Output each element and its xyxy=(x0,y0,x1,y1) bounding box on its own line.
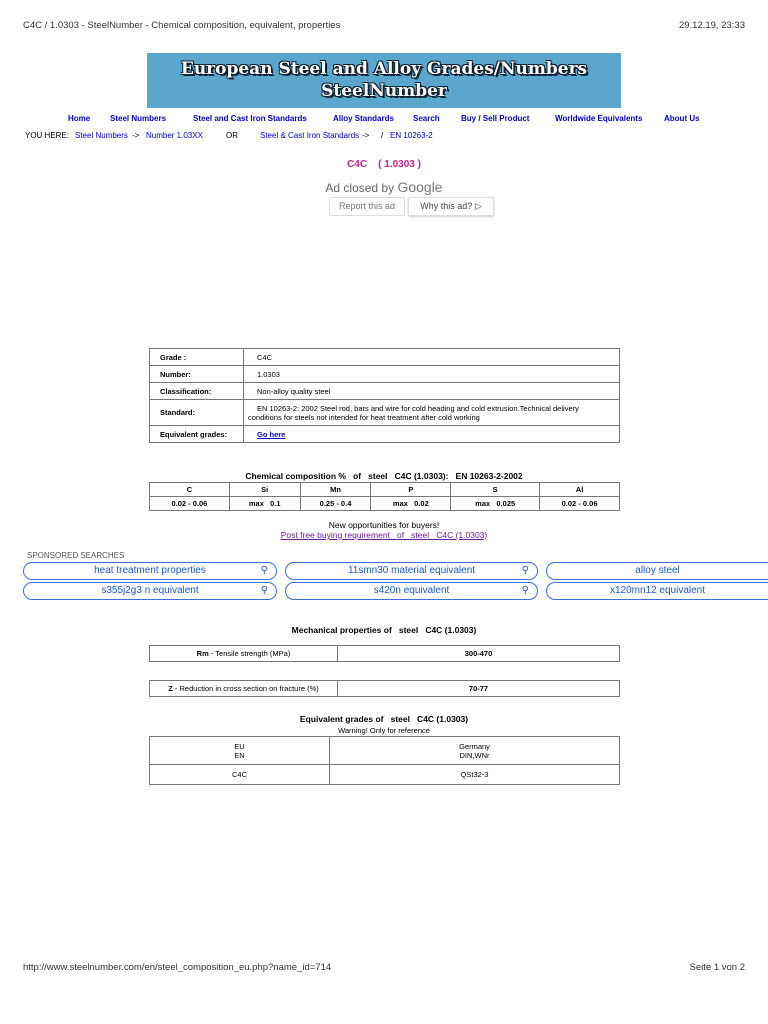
grade-title: C4C ( 1.0303 ) xyxy=(347,159,421,170)
sponsored-search-label: s355j2g3 n equivalent xyxy=(101,585,199,596)
z-description: - Reduction in cross section on fracture (%) xyxy=(172,684,319,693)
standard-label: Standard: xyxy=(150,400,244,426)
nav-home[interactable]: Home xyxy=(68,114,91,123)
search-icon: ⚲ xyxy=(260,565,268,576)
table-row xyxy=(150,426,620,443)
nav-alloy-standards[interactable]: Alloy Standards xyxy=(333,114,394,123)
number-value: 1.0303 xyxy=(244,366,620,383)
table-row xyxy=(150,400,620,426)
rm-description: - Tensile strength (MPa) xyxy=(208,649,291,658)
equivalent-title: Equivalent grades of steel C4C (1.0303) xyxy=(299,714,469,724)
table-row xyxy=(150,497,620,511)
standard-line-2: conditions for steels not intended for heat treatment after cold working xyxy=(248,412,480,422)
table-row xyxy=(150,646,620,662)
eq-header-germany-line1: Germany xyxy=(459,741,490,751)
nav-steel-numbers[interactable]: Steel Numbers xyxy=(110,114,167,123)
breadcrumb-arrow-1: -> xyxy=(132,131,140,140)
mech-title: Mechanical properties of steel C4C (1.0303) xyxy=(291,625,477,635)
classification-label: Classification: xyxy=(150,383,244,400)
sponsored-search-label: x120mn12 equivalent xyxy=(609,585,706,596)
chem-value-s: max 0.025 xyxy=(451,497,540,511)
eq-value-eu: C4C xyxy=(150,765,330,785)
chem-value-mn: 0.25 - 0.4 xyxy=(300,497,371,511)
buyer-opportunities xyxy=(0,520,768,540)
site-banner-logo[interactable] xyxy=(147,53,621,108)
banner-line-1: European Steel and Alloy Grades/Numbers xyxy=(180,59,588,79)
sponsored-search-label: s420n equivalent xyxy=(373,585,450,596)
chem-title: Chemical composition % of steel C4C (1.0303): EN 10263-2-2002 xyxy=(245,471,523,481)
sponsored-search-label: heat treatment properties xyxy=(94,565,206,576)
sponsored-search-1[interactable] xyxy=(23,562,277,580)
eq-header-eu xyxy=(150,737,330,765)
table-row xyxy=(150,349,620,366)
breadcrumb-standards[interactable]: Steel & Cast Iron Standards xyxy=(260,131,360,140)
chem-header-al: Al xyxy=(540,483,620,497)
table-row xyxy=(150,366,620,383)
opportunities-text: New opportunities for buyers! xyxy=(328,520,440,530)
equivalent-warning: Warning! Only for reference xyxy=(338,726,430,735)
chem-header-c: C xyxy=(150,483,230,497)
nav-buy-sell[interactable]: Buy / Sell Product xyxy=(461,114,530,123)
grade-value: C4C xyxy=(244,349,620,366)
rm-label xyxy=(150,646,338,662)
print-header xyxy=(23,20,745,32)
sponsored-search-label: alloy steel xyxy=(635,565,680,576)
table-row xyxy=(150,765,620,785)
chem-value-c: 0.02 - 0.06 xyxy=(150,497,230,511)
ad-closed-text: Ad closed by xyxy=(325,181,395,195)
page-url: http://www.steelnumber.com/en/steel_composition_eu.php?name_id=714 xyxy=(23,962,332,973)
search-icon: ⚲ xyxy=(260,585,268,596)
sponsored-search-2[interactable] xyxy=(285,562,538,580)
sponsored-search-4[interactable] xyxy=(23,582,277,600)
chem-value-si: max 0.1 xyxy=(229,497,300,511)
eq-header-eu-line2: EN xyxy=(234,750,245,760)
nav-about-us[interactable]: About Us xyxy=(664,114,700,123)
sponsored-search-label: 11smn30 material equivalent xyxy=(347,565,476,576)
chem-value-p: max 0.02 xyxy=(371,497,451,511)
eq-header-eu-line1: EU xyxy=(234,741,245,751)
chem-header-si: Si xyxy=(229,483,300,497)
print-datetime: 29.12.19, 23:33 xyxy=(678,20,745,31)
breadcrumb-arrow-2: -> xyxy=(362,131,370,140)
banner-line-2: SteelNumber xyxy=(321,81,447,101)
number-label: Number: xyxy=(150,366,244,383)
report-ad-button[interactable]: Report this ad xyxy=(329,197,405,216)
chemical-composition-table xyxy=(149,482,620,511)
sponsored-search-5[interactable] xyxy=(285,582,538,600)
reduction-table xyxy=(149,680,620,697)
print-title: C4C / 1.0303 - SteelNumber - Chemical composition, equivalent, properties xyxy=(23,20,341,31)
why-this-ad-button[interactable] xyxy=(408,197,494,216)
nav-worldwide-equivalents[interactable]: Worldwide Equivalents xyxy=(555,114,643,123)
breadcrumb-label: YOU HERE: xyxy=(25,131,70,140)
breadcrumb-steel-numbers[interactable]: Steel Numbers xyxy=(75,131,128,140)
chem-value-al: 0.02 - 0.06 xyxy=(540,497,620,511)
table-row xyxy=(150,681,620,697)
eq-value-germany: QSt32-3 xyxy=(330,765,620,785)
eq-header-germany xyxy=(330,737,620,765)
equivalent-label: Equivalent grades: xyxy=(150,426,244,443)
nav-standards[interactable]: Steel and Cast Iron Standards xyxy=(193,114,307,123)
grade-info-table xyxy=(149,348,620,443)
classification-value: Non-alloy quality steel xyxy=(244,383,620,400)
breadcrumb-slash: / xyxy=(381,131,384,140)
chem-header-p: P xyxy=(371,483,451,497)
breadcrumb-number-group[interactable]: Number 1.03XX xyxy=(146,131,203,140)
table-row xyxy=(150,383,620,400)
sponsored-search-6[interactable] xyxy=(546,582,768,600)
grade-label: Grade : xyxy=(150,349,244,366)
z-symbol: Z xyxy=(168,684,173,693)
equivalent-cell xyxy=(244,426,620,443)
eq-header-germany-line2: DIN,WNr xyxy=(459,750,490,760)
equivalent-grades-table xyxy=(149,736,620,785)
go-here-link[interactable]: Go here xyxy=(257,429,286,439)
google-logo: Google xyxy=(397,179,443,195)
ad-choices-icon: ▷ xyxy=(474,201,482,211)
z-value: 70-77 xyxy=(338,681,620,697)
nav-search[interactable]: Search xyxy=(413,114,440,123)
sponsored-search-3[interactable] xyxy=(546,562,768,580)
page-number: Seite 1 von 2 xyxy=(689,962,745,973)
sponsored-searches-label: SPONSORED SEARCHES xyxy=(27,551,125,560)
table-header-row xyxy=(150,483,620,497)
main-nav xyxy=(0,114,768,126)
search-icon: ⚲ xyxy=(521,585,529,596)
chem-header-mn: Mn xyxy=(300,483,371,497)
standard-line-1: EN 10263-2: 2002 Steel rod, bars and wire for cold heading and cold extrusion.Technical delivery xyxy=(257,403,579,413)
standard-value xyxy=(244,400,620,426)
breadcrumb-or: OR xyxy=(226,131,238,140)
why-this-ad-label: Why this ad? xyxy=(420,201,473,211)
rm-value: 300-470 xyxy=(338,646,620,662)
z-label xyxy=(150,681,338,697)
ad-closed-notice xyxy=(0,179,768,195)
table-header-row xyxy=(150,737,620,765)
rm-symbol: Rm xyxy=(196,649,209,658)
breadcrumb-standard[interactable]: EN 10263-2 xyxy=(390,131,433,140)
post-buying-requirement-link[interactable]: Post free buying requirement of steel C4C (1.0303) xyxy=(280,530,488,540)
tensile-strength-table xyxy=(149,645,620,662)
chem-header-s: S xyxy=(451,483,540,497)
search-icon: ⚲ xyxy=(521,565,529,576)
